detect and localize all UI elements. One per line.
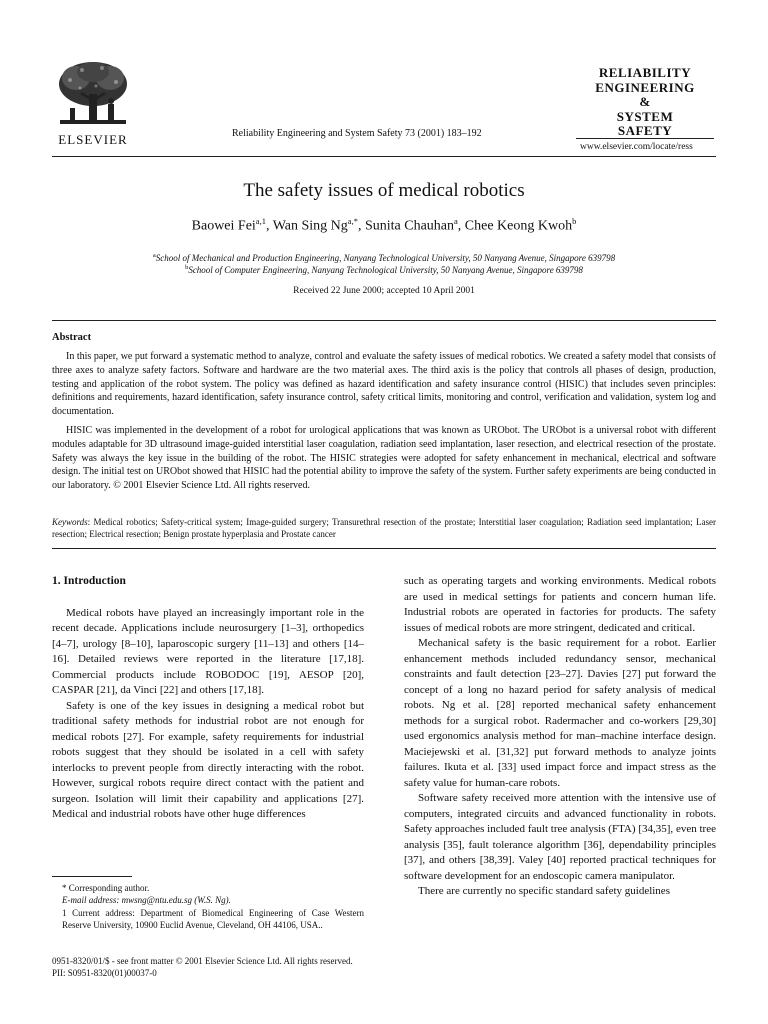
journal-citation: Reliability Engineering and System Safety 73 (2001) 183–192 — [232, 128, 482, 139]
author-sup: a,* — [347, 216, 358, 226]
author-separator: , — [357, 218, 365, 234]
footnote-divider — [52, 876, 132, 877]
footnotes — [52, 882, 364, 932]
author-separator: , — [457, 218, 465, 234]
affiliation-text: School of Computer Engineering, Nanyang Technological University, 50 Nanyang Avenue, Singapore 639798 — [188, 265, 583, 275]
body-paragraph: Medical robots have played an increasingly important role in the recent decade. Applications include neurosurgery [1–3], orthopedics [4–7], urology [8–10], laparoscopic surgery [11–13] and others [14–16]. Detailed reviews were reported in the literature [17,18]. Commercial products include ROBODOC [19], AESOP [20], CASPAR [21], da Vinci [22] and others [17,18]. — [52, 606, 364, 696]
footnote-corresponding: * Corresponding author. — [62, 883, 150, 893]
affiliation-text: School of Mechanical and Production Engineering, Nanyang Technological University, 50 Nanyang Avenue, Singapore 639798 — [155, 253, 616, 263]
pii-line: PII: S0951-8320(01)00037-0 — [52, 968, 157, 978]
issn-line: 0951-8320/01/$ - see front matter © 2001 Elsevier Science Ltd. All rights reserved. — [52, 956, 353, 966]
article-title: The safety issues of medical robotics — [243, 180, 525, 201]
right-column — [404, 574, 716, 900]
journal-url-link[interactable]: www.elsevier.com/locate/ress — [580, 142, 693, 152]
author-sup: a — [454, 216, 458, 226]
body-paragraph: Software safety received more attention with the intensive use of computers, integrated circuits and advanced functionality in robots. Safety approaches included fault tree analysis (FTA) [34,35], even tree analysis [35], fault tolerance algorithm [36], dependability principles [37], and others [38,39]. Valey [40] reported practical techniques for software development for an endoscopic camera manipulator. — [404, 792, 716, 882]
journal-name-line: SAFETY — [617, 123, 673, 138]
author-name: Wan Sing Ng — [272, 218, 348, 234]
abstract-paragraph: In this paper, we put forward a systematic method to analyze, control and evaluate the safety issues of medical robotics. We created a safety model that consists of three axes to analyze safety factors. Software and hardware are the two material axes. The third axis is the policy that controls all phases of design, production, testing and application of the robot system. The policy was defined as hazard identification and safety insurance control (HISIC) that includes seven principles: definitions and requirements, hazard identification, safety insurance control, safety critical limits, monitoring and control, verification and validation, system log and documentation. — [52, 351, 716, 418]
author-name: Chee Keong Kwoh — [464, 218, 573, 234]
footnote-current-address: 1 Current address: Department of Biomedical Engineering of Case Western Reserve University, 10900 Euclid Avenue, Cleveland, OH 44106, USA.. — [62, 907, 364, 931]
received-dates: Received 22 June 2000; accepted 10 April 2001 — [293, 286, 475, 296]
author-list — [0, 216, 768, 235]
journal-name-line: RELIABILITY — [598, 65, 692, 80]
elsevier-tree-icon — [52, 58, 134, 130]
author-sup: a,1 — [255, 216, 266, 226]
author-name: Sunita Chauhan — [364, 218, 454, 234]
header-divider — [52, 156, 716, 157]
elsevier-logo — [52, 58, 134, 147]
abstract-bottom-divider — [52, 548, 716, 549]
keywords-text: : Medical robotics; Safety-critical system; Image-guided surgery; Transurethral resection of the prostate; Interstitial laser coagulation; Radiation seed implantation; Laser resection; Electrical resection; Benign prostate hyperplasia and Prostate cancer — [52, 517, 716, 540]
journal-name-line: ENGINEERING — [595, 79, 695, 95]
affiliation-a — [0, 252, 768, 263]
section-heading: 1. Introduction — [52, 575, 126, 587]
abstract-heading: Abstract — [52, 332, 92, 343]
author-sup: b — [572, 216, 577, 226]
publisher-name: ELSEVIER — [58, 132, 128, 147]
author-separator: , — [265, 218, 273, 234]
left-column — [52, 574, 364, 823]
body-paragraph: such as operating targets and working environments. Medical robots are used in medical settings for patients and concern human life. Industrial robots are operated in factories for products. The safety issues of medical robots are more stringent, dedicated and critical. — [404, 575, 716, 634]
affiliation-sup: b — [185, 264, 189, 271]
journal-name-box — [576, 66, 714, 139]
bottom-matter — [52, 955, 353, 979]
affiliation-sup: a — [152, 252, 156, 259]
footnote-email: E-mail address: mwsng@ntu.edu.sg (W.S. Ng). — [62, 895, 231, 906]
affiliation-b — [0, 264, 768, 275]
keywords-label: Keywords — [52, 517, 88, 527]
abstract-paragraph: HISIC was implemented in the development of a robot for urological applications that was known as URObot. The URObot is a universal robot with different modules adaptable for 3D ultrasound image-guided interstitial laser coagulation, radiation seed implantation, laser resection, and electrical resection of the prostate. Safety was always the key issue in the building of the robot. The HISIC strategies were adopted for safety enhancement in mechanical, electrical and software design. The initial test on URObot showed that HISIC had the potential ability to improve the safety of the system. Further safety experiments are being conducted in our laboratory. © 2001 Elsevier Science Ltd. All rights reserved. — [52, 425, 716, 492]
keywords — [52, 516, 716, 541]
author-name: Baowei Fei — [191, 218, 256, 234]
abstract-top-divider — [52, 320, 716, 321]
body-paragraph: There are currently no specific standard safety guidelines — [418, 885, 670, 897]
body-paragraph: Mechanical safety is the basic requirement for a robot. Earlier enhancement methods included redundancy sensor, mechanical constraints and fault detection [23–27]. Davies [27] put forward the concept of a long no hazard period for safety analysis of medical robots. Ng et al. [28] reported mechanical safety enhancement methods for a surgical robot. Radermacher and co-workers [29,30] used ergonomics analysis method for man–machine interface design. Maciejewski et al. [31,32] put forward methods to analyze joints failures. Ikuta et al. [33] used impact force and impact stress as the safety value for human-care robots. — [404, 637, 716, 789]
journal-name-line: SYSTEM — [616, 108, 674, 124]
journal-name-line: & — [639, 94, 651, 109]
body-paragraph: Safety is one of the key issues in designing a medical robot but traditional safety methods for industrial robot are not enough for medical robots [27]. For example, safety requirements for industrial robots suggest that they should be isolated in a cell with safety interlocks to prevent people from directly interacting with the robot. However, surgical robots require direct contact with the patient and surgeon. Isolation will limit their capability and applications [27]. Medical and industrial robots have other huge differences — [52, 699, 364, 820]
